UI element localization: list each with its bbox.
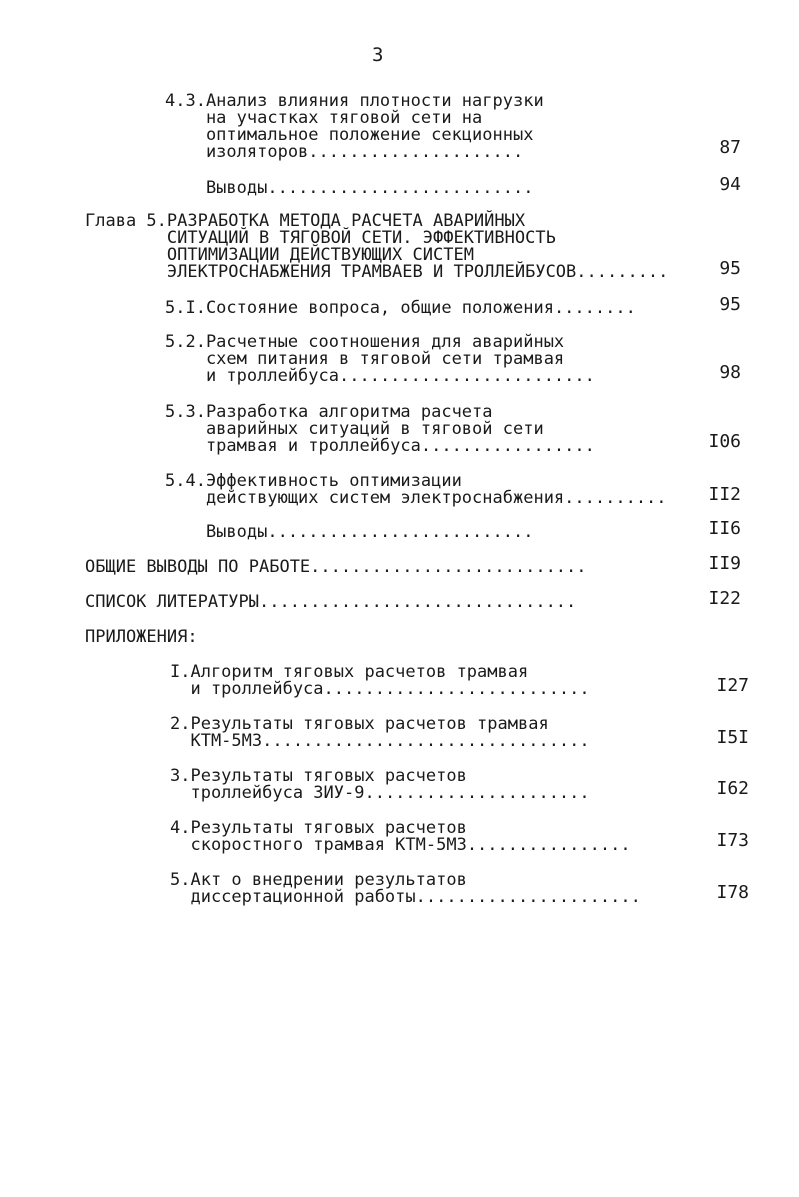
toc-line: на участках тяговой сети на xyxy=(165,108,483,128)
toc-entry-4-3 xyxy=(165,93,544,161)
toc-page-number: I06 xyxy=(708,431,741,452)
toc-page-number: II2 xyxy=(708,484,741,505)
toc-page-number: I22 xyxy=(708,588,741,609)
toc-entry-conclusions-4 xyxy=(165,180,533,197)
toc-line: 4.Результаты тяговых расчетов xyxy=(170,818,467,838)
toc-line: действующих систем электроснабжения xyxy=(165,488,565,508)
toc-line: 5.Акт о внедрении результатов xyxy=(170,870,467,890)
toc-entry-appendix-2 xyxy=(170,716,590,750)
page-number: 3 xyxy=(372,44,384,66)
toc-entry-general-conclusions xyxy=(85,559,587,576)
appendices-heading: ПРИЛОЖЕНИЯ: xyxy=(85,627,198,647)
toc-line: 5.I.Состояние вопроса, общие положения xyxy=(165,298,554,318)
toc-line: аварийных ситуаций в тяговой сети xyxy=(165,419,544,439)
leader-dots: ................ xyxy=(466,835,631,855)
toc-entry-5-3 xyxy=(165,404,595,455)
toc-line: Глава 5.РАЗРАБОТКА МЕТОДА РАСЧЕТА АВАРИЙНЫХ xyxy=(85,211,526,231)
toc-entry-5-4 xyxy=(165,473,667,507)
leader-dots: ...................... xyxy=(364,783,590,803)
toc-page-number: 87 xyxy=(719,137,741,158)
toc-entry-appendix-5 xyxy=(170,872,641,906)
toc-line: Выводы xyxy=(165,178,268,198)
toc-page-number: I62 xyxy=(716,778,749,799)
leader-dots: ......................... xyxy=(339,366,595,386)
toc-entry-5-1 xyxy=(165,300,636,317)
leader-dots: ............................... xyxy=(259,592,577,612)
toc-page-number: II6 xyxy=(708,518,741,539)
toc-line: и троллейбуса xyxy=(170,679,324,699)
toc-line: и троллейбуса xyxy=(165,366,339,386)
toc-line: 5.4.Эффективность оптимизации xyxy=(165,471,462,491)
leader-dots: .......................... xyxy=(267,522,534,542)
toc-line: трамвая и троллейбуса xyxy=(165,436,421,456)
toc-line: ОПТИМИЗАЦИИ ДЕЙСТВУЮЩИХ СИСТЕМ xyxy=(85,245,474,265)
toc-line: 4.3.Анализ влияния плотности нагрузки xyxy=(165,91,544,111)
toc-entry-appendix-4 xyxy=(170,820,631,854)
leader-dots: ................. xyxy=(420,436,595,456)
toc-line: троллейбуса ЗИУ-9 xyxy=(170,783,365,803)
leader-dots: ...................... xyxy=(415,887,641,907)
toc-line: скоростного трамвая КТМ-5МЗ xyxy=(170,835,467,855)
leader-dots: .......................... xyxy=(323,679,590,699)
toc-line: схем питания в тяговой сети трамвая xyxy=(165,349,565,369)
leader-dots: ........ xyxy=(553,298,636,318)
toc-entry-conclusions-5 xyxy=(165,524,533,541)
toc-entry-appendix-3 xyxy=(170,768,590,802)
toc-line: оптимальное положение секционных xyxy=(165,125,534,145)
toc-line: СПИСОК ЛИТЕРАТУРЫ xyxy=(85,592,259,612)
toc-page-number: I78 xyxy=(716,882,749,903)
toc-entry-appendix-1 xyxy=(170,664,590,698)
toc-entry-5-2 xyxy=(165,334,595,385)
toc-page-number: 95 xyxy=(719,294,741,315)
toc-entry-chapter-5 xyxy=(85,213,668,281)
toc-page-number: I5I xyxy=(716,727,749,748)
toc-line: I.Алгоритм тяговых расчетов трамвая xyxy=(170,662,529,682)
toc-line: 2.Результаты тяговых расчетов трамвая xyxy=(170,714,549,734)
leader-dots: ..................... xyxy=(308,142,524,162)
toc-page-number: I27 xyxy=(716,675,749,696)
toc-line: изоляторов xyxy=(165,142,309,162)
leader-dots: ................................ xyxy=(262,731,590,751)
toc-line: Выводы xyxy=(165,522,268,542)
toc-line: СИТУАЦИЙ В ТЯГОВОЙ СЕТИ. ЭФФЕКТИВНОСТЬ xyxy=(85,228,556,248)
toc-line: ОБЩИЕ ВЫВОДЫ ПО РАБОТЕ xyxy=(85,557,311,577)
toc-page-number: 95 xyxy=(719,258,741,279)
leader-dots: .......................... xyxy=(267,178,534,198)
toc-line: диссертационной работы xyxy=(170,887,416,907)
toc-line: 5.3.Разработка алгоритма расчета xyxy=(165,402,493,422)
toc-page-number: I73 xyxy=(716,830,749,851)
toc-page-number: 94 xyxy=(719,174,741,195)
toc-line: КТМ-5МЗ xyxy=(170,731,263,751)
leader-dots: ........................... xyxy=(310,557,587,577)
toc-line: ЭЛЕКТРОСНАБЖЕНИЯ ТРАМВАЕВ И ТРОЛЛЕЙБУСОВ xyxy=(85,262,577,282)
toc-entry-references xyxy=(85,594,576,611)
toc-page-number: II9 xyxy=(708,553,741,574)
toc-page-number: 98 xyxy=(719,362,741,383)
leader-dots: ......... xyxy=(576,262,669,282)
toc-line: 3.Результаты тяговых расчетов xyxy=(170,766,467,786)
toc-line: 5.2.Расчетные соотношения для аварийных xyxy=(165,332,565,352)
leader-dots: .......... xyxy=(564,488,667,508)
